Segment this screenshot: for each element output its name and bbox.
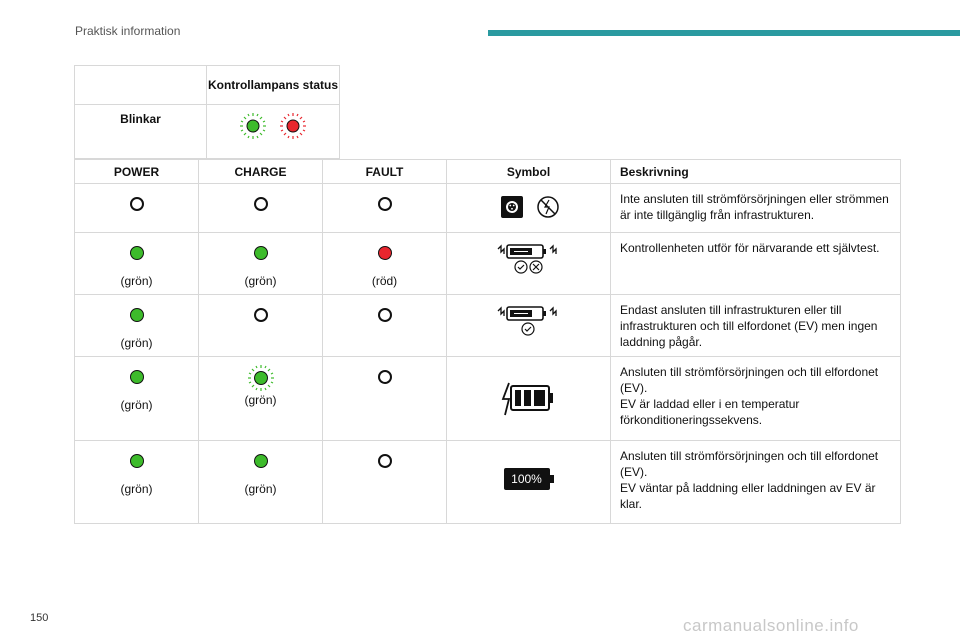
- empty-header-cell: [75, 66, 207, 105]
- led-status-table: [74, 159, 901, 524]
- col-fault: FAULT: [323, 160, 447, 184]
- col-symbol: Symbol: [447, 160, 611, 184]
- symbol-cell: [447, 184, 611, 233]
- col-description: Beskrivning: [611, 160, 901, 184]
- led-off-icon: [378, 370, 392, 384]
- charge-cell: [199, 357, 323, 441]
- led-caption: (grön): [120, 482, 153, 496]
- led-caption: (röd): [371, 274, 398, 288]
- fault-cell: [323, 357, 447, 441]
- page-number: 150: [30, 612, 49, 624]
- fault-cell: [323, 233, 447, 295]
- table-row: [75, 441, 901, 524]
- led-green-icon: [254, 246, 268, 260]
- charge-cell: [199, 295, 323, 357]
- description-cell: Kontrollenheten utför för närvarande ett självtest.: [611, 233, 901, 295]
- section-title: Praktisk information: [75, 24, 181, 38]
- charge-cell: [199, 233, 323, 295]
- charging-battery-icon: [499, 381, 559, 417]
- symbol-cell: [447, 295, 611, 357]
- fault-cell: [323, 184, 447, 233]
- led-off-icon: [130, 197, 144, 211]
- fault-cell: [323, 441, 447, 524]
- battery-full-icon: [504, 468, 554, 490]
- blinking-green-led-icon: [240, 113, 266, 139]
- description-cell: Endast ansluten till infrastrukturen eller till infrastrukturen och till elfordonet (EV) men ingen laddning pågår.: [611, 295, 901, 357]
- blinking-red-led-icon: [280, 113, 306, 139]
- table-row: [75, 295, 901, 357]
- battery-label: 100%: [504, 468, 550, 490]
- led-red-icon: [378, 246, 392, 260]
- self-test-icon: [495, 243, 563, 275]
- led-caption: (grön): [120, 274, 153, 288]
- description-line: Ansluten till strömförsörjningen och till elfordonet (EV).: [620, 365, 879, 395]
- description-line: EV väntar på laddning eller laddningen av EV är klar.: [620, 481, 876, 511]
- status-header: Kontrollampans status: [207, 66, 340, 105]
- description-cell: Inte ansluten till strömförsörjningen eller strömmen är inte tillgänglig från infrastrukturen.: [611, 184, 901, 233]
- charge-cell: [199, 441, 323, 524]
- description-line: Ansluten till strömförsörjningen och till elfordonet (EV).: [620, 449, 879, 479]
- led-off-icon: [378, 308, 392, 322]
- led-green-icon: [254, 454, 268, 468]
- led-off-icon: [254, 308, 268, 322]
- led-caption: (grön): [244, 393, 277, 407]
- power-cell: [75, 441, 199, 524]
- table-row: [75, 184, 901, 233]
- led-off-icon: [378, 454, 392, 468]
- charge-cell: [199, 184, 323, 233]
- led-caption: (grön): [120, 336, 153, 350]
- watermark: carmanualsonline.info: [683, 616, 859, 635]
- led-green-icon: [130, 308, 144, 322]
- not-connected-icon: [497, 194, 561, 220]
- blinking-green-led-icon: [243, 363, 279, 393]
- blinking-leds-icon: [207, 105, 339, 145]
- symbol-cell: [447, 357, 611, 441]
- power-cell: [75, 357, 199, 441]
- led-green-icon: [130, 246, 144, 260]
- description-line: EV är laddad eller i en temperatur förkonditioneringssekvens.: [620, 397, 800, 427]
- col-power: POWER: [75, 160, 199, 184]
- table-row: [75, 357, 901, 441]
- led-caption: (grön): [120, 398, 153, 412]
- led-off-icon: [254, 197, 268, 211]
- blink-icons-cell: [207, 105, 340, 159]
- fault-cell: [323, 295, 447, 357]
- table-row: [75, 233, 901, 295]
- blink-label: Blinkar: [75, 105, 207, 159]
- symbol-cell: [447, 233, 611, 295]
- power-cell: [75, 295, 199, 357]
- description-cell: [611, 357, 901, 441]
- power-cell: [75, 184, 199, 233]
- led-off-icon: [378, 197, 392, 211]
- connected-infrastructure-icon: [495, 305, 563, 337]
- power-cell: [75, 233, 199, 295]
- status-legend-table: [74, 65, 340, 159]
- led-caption: (grön): [244, 482, 277, 496]
- symbol-cell: [447, 441, 611, 524]
- led-caption: (grön): [244, 274, 277, 288]
- table-header-row: [75, 160, 901, 184]
- led-green-icon: [130, 454, 144, 468]
- header-accent-bar: [488, 30, 960, 36]
- led-green-icon: [130, 370, 144, 384]
- description-cell: [611, 441, 901, 524]
- col-charge: CHARGE: [199, 160, 323, 184]
